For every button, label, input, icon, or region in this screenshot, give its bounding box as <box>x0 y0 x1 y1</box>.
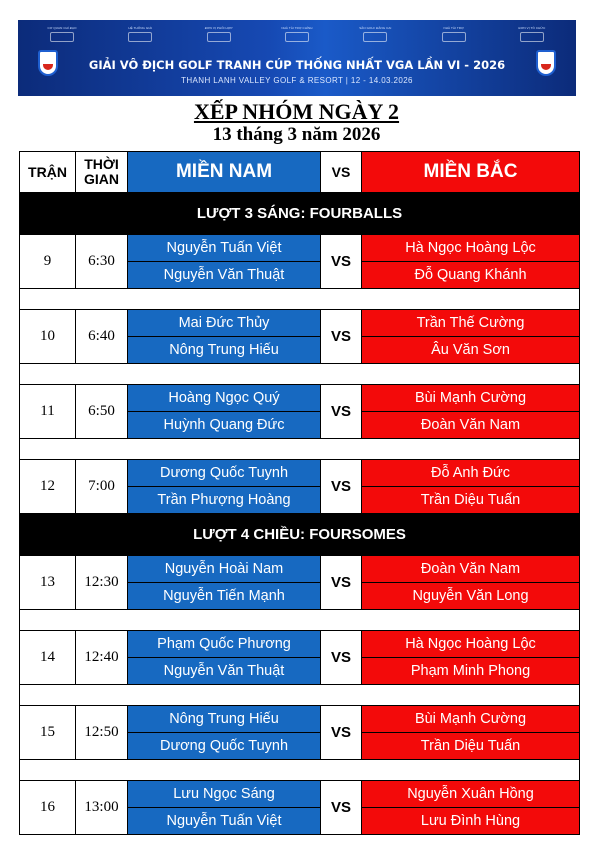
north-player: Đỗ Quang Khánh <box>362 262 580 289</box>
tee-time: 6:40 <box>76 310 128 364</box>
north-player: Hà Ngọc Hoàng Lộc <box>362 235 580 262</box>
round-header-row <box>20 193 580 235</box>
north-player: Nguyễn Xuân Hồng <box>362 781 580 808</box>
header-time: THỜI GIAN <box>76 152 128 193</box>
spacer-cell <box>20 364 580 385</box>
match-row <box>20 235 580 262</box>
tee-time: 6:50 <box>76 385 128 439</box>
spacer-row <box>20 685 580 706</box>
tee-time: 13:00 <box>76 781 128 835</box>
north-player: Âu Văn Sơn <box>362 337 580 364</box>
match-number: 13 <box>20 556 76 610</box>
banner-title: GIẢI VÔ ĐỊCH GOLF TRANH CÚP THỐNG NHẤT VGA LẦN VI - 2026 <box>88 58 506 72</box>
south-player: Nông Trung Hiếu <box>128 337 321 364</box>
vs-label: VS <box>321 781 362 835</box>
north-player: Nguyễn Văn Long <box>362 583 580 610</box>
tee-time: 12:30 <box>76 556 128 610</box>
match-row <box>20 385 580 412</box>
match-number: 15 <box>20 706 76 760</box>
tournament-banner <box>18 20 576 96</box>
match-row <box>20 781 580 808</box>
sponsor-logo: CƠ QUAN CHỈ ĐẠO <box>42 26 82 48</box>
south-player: Trần Phượng Hoàng <box>128 487 321 514</box>
match-row <box>20 460 580 487</box>
south-player: Nguyễn Tiến Mạnh <box>128 583 321 610</box>
vs-label: VS <box>321 556 362 610</box>
south-player: Nguyễn Văn Thuật <box>128 262 321 289</box>
tee-time: 6:30 <box>76 235 128 289</box>
match-number: 9 <box>20 235 76 289</box>
south-player: Nguyễn Văn Thuật <box>128 658 321 685</box>
header-vs: VS <box>321 152 362 193</box>
spacer-cell <box>20 760 580 781</box>
south-player: Huỳnh Quang Đức <box>128 412 321 439</box>
header-match: TRẬN <box>20 152 76 193</box>
spacer-cell <box>20 439 580 460</box>
round-header-row <box>20 514 580 556</box>
header-north-team: MIỀN BẮC <box>362 152 580 193</box>
north-player: Trần Thế Cường <box>362 310 580 337</box>
south-player: Phạm Quốc Phương <box>128 631 321 658</box>
north-player: Hà Ngọc Hoàng Lộc <box>362 631 580 658</box>
spacer-row <box>20 439 580 460</box>
north-player: Đoàn Văn Nam <box>362 556 580 583</box>
south-player: Dương Quốc Tuynh <box>128 460 321 487</box>
match-row <box>20 310 580 337</box>
tee-time: 7:00 <box>76 460 128 514</box>
document-date: 13 tháng 3 năm 2026 <box>212 124 381 145</box>
south-player: Nguyễn Hoài Nam <box>128 556 321 583</box>
spacer-row <box>20 760 580 781</box>
sponsor-logo: ĐƠN VỊ TỔ CHỨC <box>512 26 552 48</box>
tee-time: 12:40 <box>76 631 128 685</box>
north-player: Lưu Đình Hùng <box>362 808 580 835</box>
spacer-cell <box>20 289 580 310</box>
vs-label: VS <box>321 631 362 685</box>
match-number: 16 <box>20 781 76 835</box>
sponsor-logo: NHÀ TÀI TRỢ <box>434 26 474 48</box>
match-row <box>20 631 580 658</box>
vs-label: VS <box>321 235 362 289</box>
north-player: Đỗ Anh Đức <box>362 460 580 487</box>
match-row <box>20 706 580 733</box>
south-player: Hoàng Ngọc Quý <box>128 385 321 412</box>
spacer-row <box>20 610 580 631</box>
spacer-cell <box>20 685 580 706</box>
document-title: XẾP NHÓM NGÀY 2 <box>193 99 400 124</box>
north-player: Trần Diệu Tuấn <box>362 487 580 514</box>
sponsor-logo: NHÀ TÀI TRỢ CHÍNH <box>277 26 317 48</box>
north-player: Trần Diệu Tuấn <box>362 733 580 760</box>
south-player: Mai Đức Thủy <box>128 310 321 337</box>
south-player: Lưu Ngọc Sáng <box>128 781 321 808</box>
sponsor-logo: ĐƠN VỊ PHỐI HỢP <box>199 26 239 48</box>
vs-label: VS <box>321 310 362 364</box>
south-player: Nguyễn Tuấn Việt <box>128 808 321 835</box>
match-number: 10 <box>20 310 76 364</box>
sponsor-logo: SÂN GOLF ĐĂNG CAI <box>355 26 395 48</box>
south-player: Nông Trung Hiếu <box>128 706 321 733</box>
spacer-cell <box>20 610 580 631</box>
vs-label: VS <box>321 460 362 514</box>
spacer-row <box>20 364 580 385</box>
north-player: Bùi Mạnh Cường <box>362 706 580 733</box>
north-player: Đoàn Văn Nam <box>362 412 580 439</box>
table-header-row <box>20 152 580 193</box>
match-row <box>20 556 580 583</box>
sponsor-logo: HỆ THỐNG GIẢI <box>120 26 160 48</box>
header-south-team: MIỀN NAM <box>128 152 321 193</box>
match-number: 14 <box>20 631 76 685</box>
south-player: Dương Quốc Tuynh <box>128 733 321 760</box>
north-player: Phạm Minh Phong <box>362 658 580 685</box>
tee-time: 12:50 <box>76 706 128 760</box>
round-title: LƯỢT 3 SÁNG: FOURBALLS <box>20 193 580 235</box>
vs-label: VS <box>321 385 362 439</box>
sponsor-strip <box>42 26 552 48</box>
north-player: Bùi Mạnh Cường <box>362 385 580 412</box>
match-number: 12 <box>20 460 76 514</box>
south-player: Nguyễn Tuấn Việt <box>128 235 321 262</box>
banner-subtitle: THANH LANH VALLEY GOLF & RESORT | 12 - 14.03.2026 <box>181 76 413 85</box>
match-number: 11 <box>20 385 76 439</box>
round-title: LƯỢT 4 CHIỀU: FOURSOMES <box>20 514 580 556</box>
vs-label: VS <box>321 706 362 760</box>
spacer-row <box>20 289 580 310</box>
pairings-table <box>19 151 580 835</box>
